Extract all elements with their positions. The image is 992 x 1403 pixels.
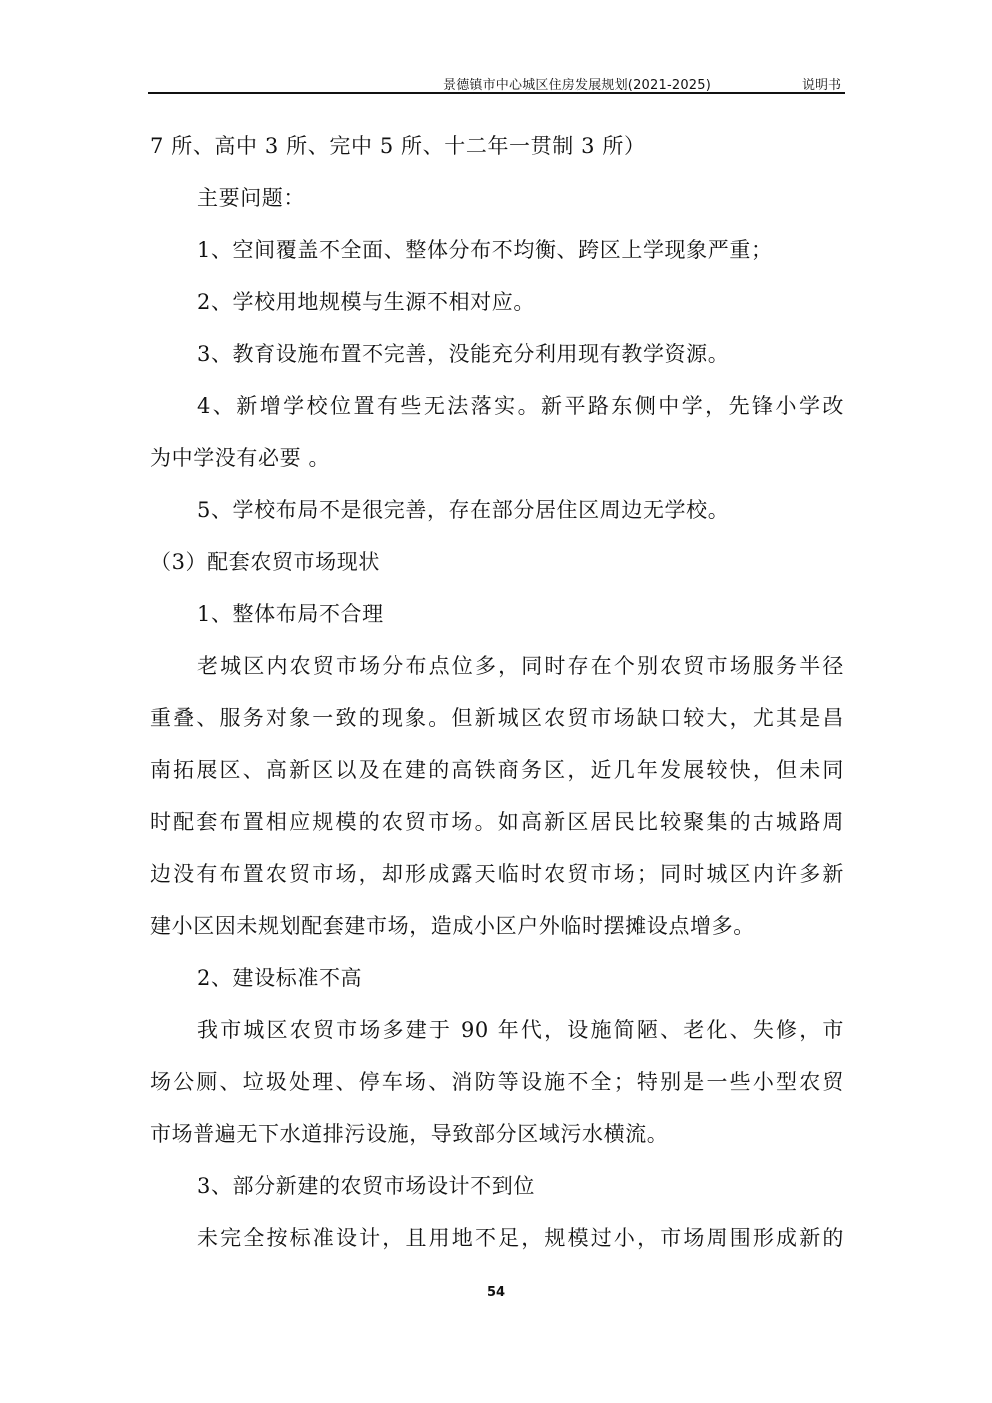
- header-title: 景德镇市中心城区住房发展规划(2021-2025): [443, 78, 712, 93]
- body-line: 南拓展区、高新区以及在建的高铁商务区，近几年发展较快，但未同: [150, 758, 844, 782]
- page-header: [148, 72, 845, 94]
- body-line: 边没有布置农贸市场，却形成露天临时农贸市场；同时城区内许多新: [150, 862, 844, 886]
- body-line: 主要问题：: [197, 186, 305, 210]
- body-line: 7 所、高中 3 所、完中 5 所、十二年一贯制 3 所）: [150, 134, 646, 158]
- body-line: 4、新增学校位置有些无法落实。新平路东侧中学，先锋小学改: [197, 394, 844, 418]
- body-line: 场公厕、垃圾处理、停车场、消防等设施不全；特别是一些小型农贸: [150, 1070, 844, 1094]
- body-line: 3、教育设施布置不完善，没能充分利用现有教学资源。: [197, 342, 730, 366]
- subsection-heading: 2、建设标准不高: [197, 966, 363, 990]
- body-line: 未完全按标准设计，且用地不足，规模过小，市场周围形成新的: [197, 1226, 844, 1250]
- body-line: 建小区因未规划配套建市场，造成小区户外临时摆摊设点增多。: [150, 914, 755, 938]
- body-line: 1、空间覆盖不全面、整体分布不均衡、跨区上学现象严重；: [197, 238, 773, 262]
- body-line: 老城区内农贸市场分布点位多，同时存在个别农贸市场服务半径: [197, 654, 844, 678]
- page-number: 54: [486, 1285, 506, 1300]
- body-line: 5、学校布局不是很完善，存在部分居住区周边无学校。: [197, 498, 730, 522]
- body-line: 重叠、服务对象一致的现象。但新城区农贸市场缺口较大，尤其是昌: [150, 706, 844, 730]
- body-line: 2、学校用地规模与生源不相对应。: [197, 290, 535, 314]
- body-line: 市场普遍无下水道排污设施，导致部分区域污水横流。: [150, 1122, 669, 1146]
- subsection-heading: 1、整体布局不合理: [197, 602, 384, 626]
- body-line: 时配套布置相应规模的农贸市场。如高新区居民比较聚集的古城路周: [150, 810, 844, 834]
- section-heading: （3）配套农贸市场现状: [150, 550, 380, 574]
- body-line: 为中学没有必要 。: [150, 446, 331, 470]
- body-line: 我市城区农贸市场多建于 90 年代，设施简陋、老化、失修，市: [197, 1018, 844, 1042]
- subsection-heading: 3、部分新建的农贸市场设计不到位: [197, 1174, 535, 1198]
- header-doc-type: 说明书: [801, 78, 841, 93]
